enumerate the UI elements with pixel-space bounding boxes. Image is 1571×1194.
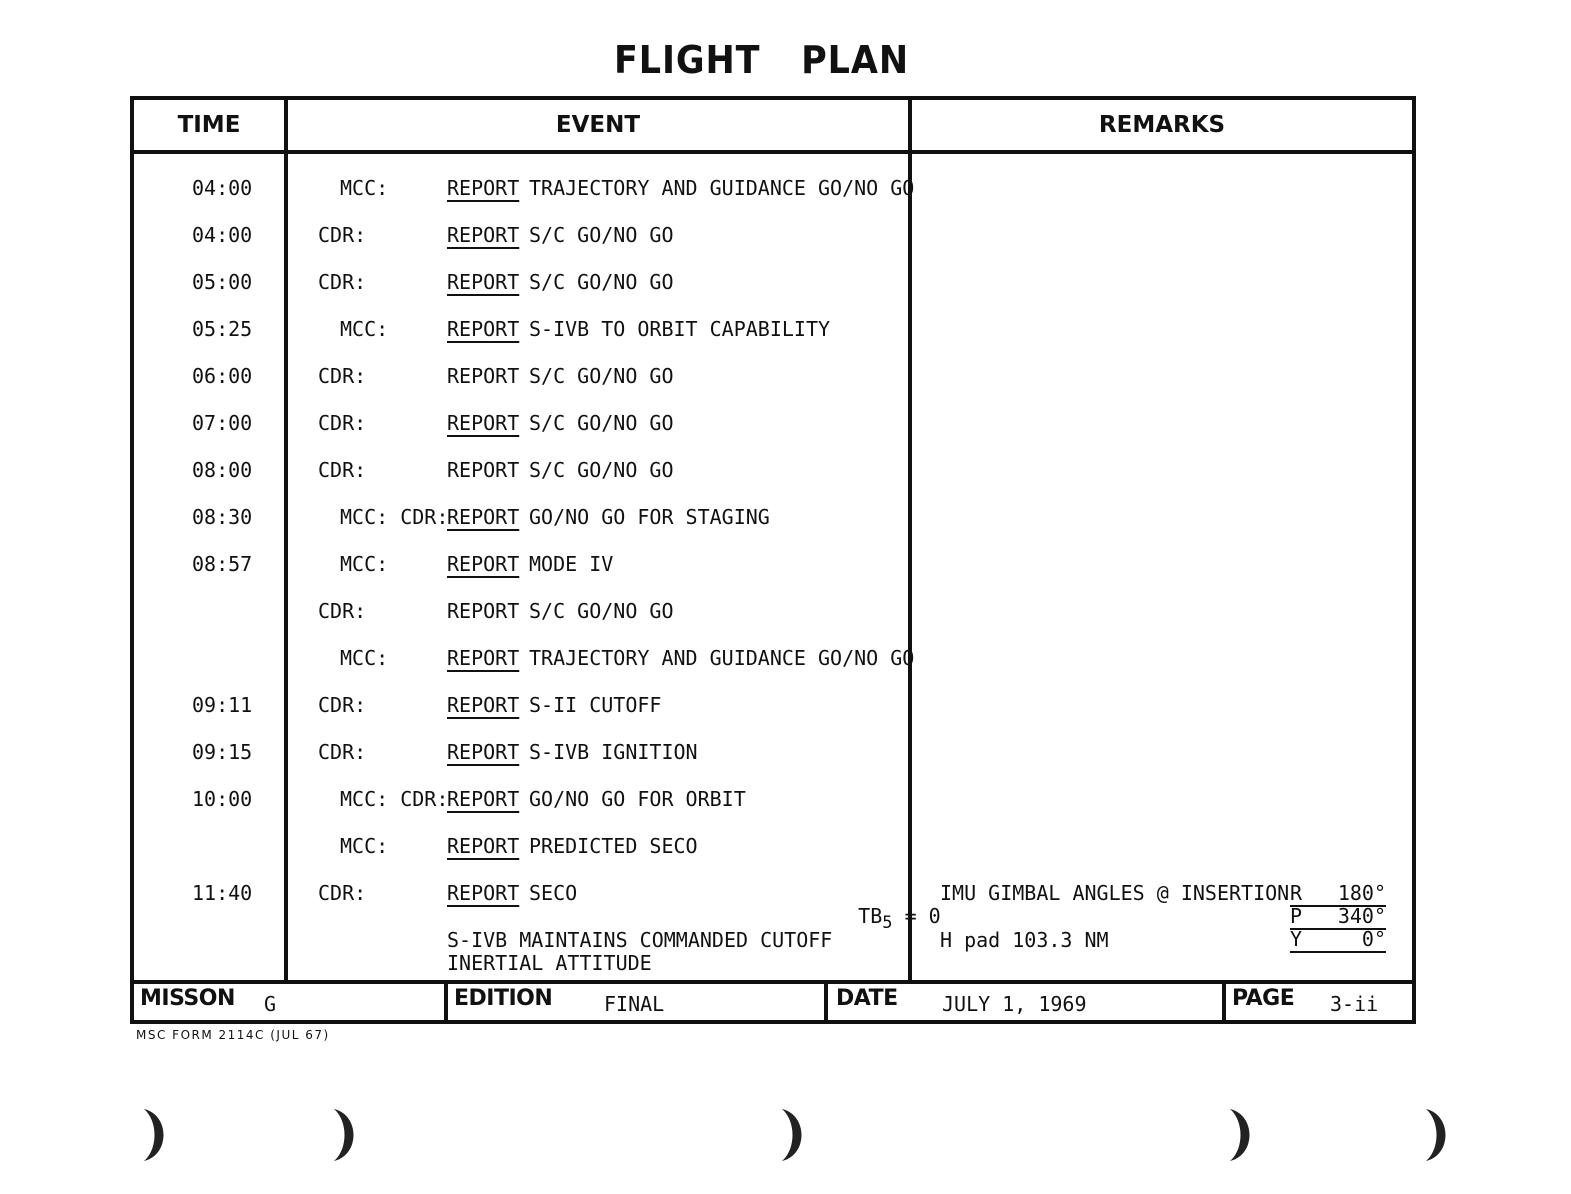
- row-verb: REPORT: [447, 505, 520, 529]
- row-verb: REPORT: [447, 599, 520, 623]
- row-time: 04:00: [192, 176, 253, 200]
- row-verb: REPORT: [447, 787, 520, 811]
- row-time: 08:30: [192, 505, 253, 529]
- row-actor: CDR:: [318, 693, 367, 717]
- row-actor: MCC:: [340, 176, 389, 200]
- row-time: 09:11: [192, 693, 253, 717]
- gimbal-angle-row: [1290, 927, 1386, 953]
- row-time: 05:25: [192, 317, 253, 341]
- gimbal-axis: Y: [1290, 927, 1303, 951]
- row-actor: MCC:: [340, 834, 389, 858]
- row-time: 05:00: [192, 270, 253, 294]
- gimbal-axis: R: [1290, 881, 1303, 905]
- page-value: 3-ii: [1330, 992, 1379, 1016]
- binder-hole-icon: [140, 1105, 170, 1165]
- tb-label: TB: [858, 904, 883, 928]
- row-verb: REPORT: [447, 834, 520, 858]
- row-event-text: S-IVB IGNITION: [529, 740, 698, 764]
- h-pad-note: H pad 103.3 NM: [940, 928, 1109, 952]
- row-actor: MCC:: [340, 552, 389, 576]
- row-verb: REPORT: [447, 881, 520, 905]
- tb-value: = 0: [904, 904, 941, 928]
- binder-hole-icon: [778, 1105, 808, 1165]
- page-label: PAGE: [1232, 986, 1295, 1011]
- row-actor: CDR:: [318, 223, 367, 247]
- row-event-text: S/C GO/NO GO: [529, 411, 674, 435]
- footer-rule: [134, 980, 1412, 984]
- row-actor: CDR:: [318, 458, 367, 482]
- tb5-note: [810, 880, 941, 933]
- gimbal-value: 340°: [1337, 904, 1386, 928]
- row-event-text: S-IVB TO ORBIT CAPABILITY: [529, 317, 831, 341]
- row-actor: MCC: CDR:: [340, 787, 449, 811]
- flight-plan-table: [130, 96, 1416, 1024]
- attitude-note-line-2: INERTIAL ATTITUDE: [447, 951, 652, 975]
- row-time: 10:00: [192, 787, 253, 811]
- tb-subscript: 5: [882, 913, 893, 933]
- attitude-note-line-1: S-IVB MAINTAINS COMMANDED CUTOFF: [447, 928, 833, 952]
- event-column-divider: [908, 100, 912, 982]
- footer-divider-1: [444, 980, 448, 1020]
- row-actor: CDR:: [318, 411, 367, 435]
- row-verb: REPORT: [447, 317, 520, 341]
- edition-label: EDITION: [454, 986, 553, 1011]
- row-actor: CDR:: [318, 364, 367, 388]
- mission-value: G: [264, 992, 277, 1016]
- row-verb: REPORT: [447, 646, 520, 670]
- row-time: 11:40: [192, 881, 253, 905]
- row-event-text: S/C GO/NO GO: [529, 270, 674, 294]
- row-actor: CDR:: [318, 881, 367, 905]
- row-verb: REPORT: [447, 552, 520, 576]
- row-event-text: PREDICTED SECO: [529, 834, 698, 858]
- gimbal-angles-label: IMU GIMBAL ANGLES @ INSERTION: [940, 881, 1290, 905]
- row-actor: CDR:: [318, 270, 367, 294]
- binder-hole-icon: [330, 1105, 360, 1165]
- footer-divider-3: [1222, 980, 1226, 1020]
- row-verb: REPORT: [447, 693, 520, 717]
- gimbal-value: 180°: [1337, 881, 1386, 905]
- page-title: FLIGHT PLAN: [613, 38, 910, 82]
- row-verb: REPORT: [447, 270, 520, 294]
- row-event-text: S/C GO/NO GO: [529, 599, 674, 623]
- row-time: 04:00: [192, 223, 253, 247]
- row-verb: REPORT: [447, 176, 520, 200]
- row-event-text: TRAJECTORY AND GUIDANCE GO/NO GO: [529, 176, 915, 200]
- row-event-text: S-II CUTOFF: [529, 693, 662, 717]
- binder-hole-icon: [1226, 1105, 1256, 1165]
- row-event-text: MODE IV: [529, 552, 614, 576]
- binder-hole-icon: [1422, 1105, 1452, 1165]
- row-verb: REPORT: [447, 223, 520, 247]
- row-time: 06:00: [192, 364, 253, 388]
- header-event: EVENT: [555, 112, 641, 138]
- row-event-text: S/C GO/NO GO: [529, 223, 674, 247]
- row-event-text: S/C GO/NO GO: [529, 364, 674, 388]
- row-event-text: TRAJECTORY AND GUIDANCE GO/NO GO: [529, 646, 915, 670]
- edition-value: FINAL: [604, 992, 665, 1016]
- time-column-divider: [284, 100, 288, 982]
- row-actor: MCC:: [340, 646, 389, 670]
- row-verb: REPORT: [447, 740, 520, 764]
- footer-divider-2: [824, 980, 828, 1020]
- row-time: 09:15: [192, 740, 253, 764]
- row-actor: CDR:: [318, 599, 367, 623]
- header-rule: [134, 150, 1412, 154]
- row-verb: REPORT: [447, 364, 520, 388]
- row-time: 08:57: [192, 552, 253, 576]
- row-event-text: SECO: [529, 881, 578, 905]
- row-actor: MCC: CDR:: [340, 505, 449, 529]
- row-actor: CDR:: [318, 740, 367, 764]
- gimbal-value: 0°: [1361, 927, 1386, 951]
- row-verb: REPORT: [447, 458, 520, 482]
- row-event-text: GO/NO GO FOR STAGING: [529, 505, 770, 529]
- date-value: JULY 1, 1969: [942, 992, 1087, 1016]
- row-verb: REPORT: [447, 411, 520, 435]
- form-identifier: MSC FORM 2114C (JUL 67): [136, 1028, 330, 1042]
- header-time: TIME: [177, 112, 241, 138]
- date-label: DATE: [836, 986, 898, 1011]
- gimbal-axis: P: [1290, 904, 1303, 928]
- row-event-text: S/C GO/NO GO: [529, 458, 674, 482]
- row-time: 08:00: [192, 458, 253, 482]
- row-time: 07:00: [192, 411, 253, 435]
- row-actor: MCC:: [340, 317, 389, 341]
- row-event-text: GO/NO GO FOR ORBIT: [529, 787, 746, 811]
- mission-label: MISSON: [140, 986, 235, 1011]
- header-remarks: REMARKS: [1098, 112, 1226, 138]
